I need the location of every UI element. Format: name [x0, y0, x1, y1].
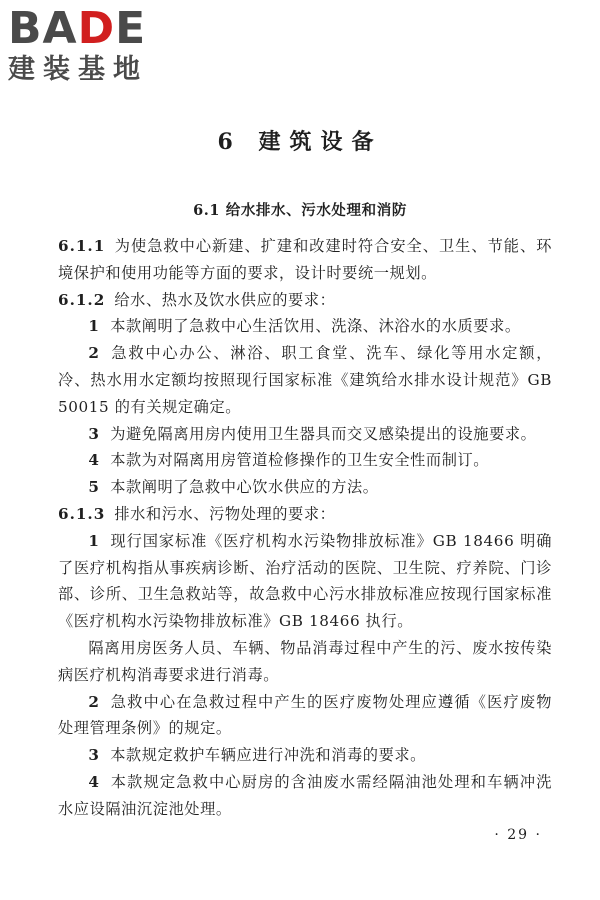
item-text: 本款阐明了急救中心生活饮用、洗涤、沐浴水的水质要求。 [110, 317, 521, 336]
clause-number: 6.1.2 [58, 290, 106, 309]
item-text: 本款为对隔离用房管道检修操作的卫生安全性而制订。 [110, 451, 490, 470]
item-number: 5 [88, 478, 100, 497]
item-paragraph [58, 742, 552, 769]
logo-wordmark-accent: D [77, 3, 116, 54]
clause-paragraph [58, 501, 552, 528]
logo-subtitle: 建装基地 [8, 54, 148, 85]
item-number: 2 [88, 692, 100, 711]
item-number: 4 [88, 772, 100, 791]
continuation-text: 隔离用房医务人员、车辆、物品消毒过程中产生的污、废水按传染病医疗机构消毒要求进行消毒。 [58, 638, 552, 684]
item-text: 为避免隔离用房内使用卫生器具而交叉感染提出的设施要求。 [110, 424, 537, 443]
clause-number: 6.1.3 [58, 504, 106, 523]
item-number: 4 [88, 451, 100, 470]
item-number: 2 [88, 344, 100, 363]
clause-text: 为使急救中心新建、扩建和改建时符合安全、卫生、节能、环境保护和使用功能等方面的要求，设计时要统一规划。 [58, 237, 552, 282]
item-text: 本款规定急救中心厨房的含油废水需经隔油池处理和车辆冲洗水应设隔油沉淀池处理。 [58, 772, 552, 818]
item-paragraph [58, 421, 552, 448]
continuation-paragraph [58, 635, 552, 689]
item-paragraph [58, 769, 552, 823]
chapter-title: 6 建筑设备 [217, 129, 383, 155]
logo-wordmark-part: BA [8, 3, 78, 54]
item-paragraph [58, 313, 552, 340]
item-text: 急救中心办公、淋浴、职工食堂、洗车、绿化等用水定额，冷、热水用水定额均按照现行国家标准《建筑给水排水设计规范》GB 50015 的有关规定确定。 [58, 344, 552, 416]
clause-number: 6.1.1 [58, 237, 106, 255]
item-paragraph [58, 447, 552, 474]
item-number: 1 [88, 531, 100, 550]
item-paragraph [58, 340, 552, 420]
item-text: 现行国家标准《医疗机构水污染物排放标准》GB 18466 明确了医疗机构指从事疾病诊断、治疗活动的医院、卫生院、疗养院、门诊部、诊所、卫生急救站等，故急救中心污水排放标准应按现行国家标准《医疗机构水污染物排放标准》GB 18466 执行。 [58, 531, 552, 631]
clause-paragraph [58, 287, 552, 314]
section-title: 6.1 给水排水、污水处理和消防 [193, 202, 407, 219]
item-text: 本款规定救护车辆应进行冲洗和消毒的要求。 [110, 746, 426, 765]
logo-wordmark-part: E [115, 3, 147, 54]
item-paragraph [58, 689, 552, 743]
page-number: · 29 · [494, 827, 542, 843]
item-text: 急救中心在急救过程中产生的医疗废物处理应遵循《医疗废物处理管理条例》的规定。 [58, 692, 552, 738]
logo-wordmark [8, 3, 178, 54]
item-number: 1 [88, 317, 100, 336]
clause-text: 排水和污水、污物处理的要求： [114, 504, 336, 523]
bade-logo [8, 3, 178, 86]
item-number: 3 [88, 424, 100, 443]
item-paragraph [58, 528, 552, 635]
section-body [58, 233, 552, 823]
item-paragraph [58, 474, 552, 501]
clause-paragraph [58, 233, 552, 287]
item-number: 3 [88, 746, 100, 765]
item-text: 本款阐明了急救中心饮水供应的方法。 [110, 478, 379, 497]
clause-text: 给水、热水及饮水供应的要求： [114, 290, 336, 309]
